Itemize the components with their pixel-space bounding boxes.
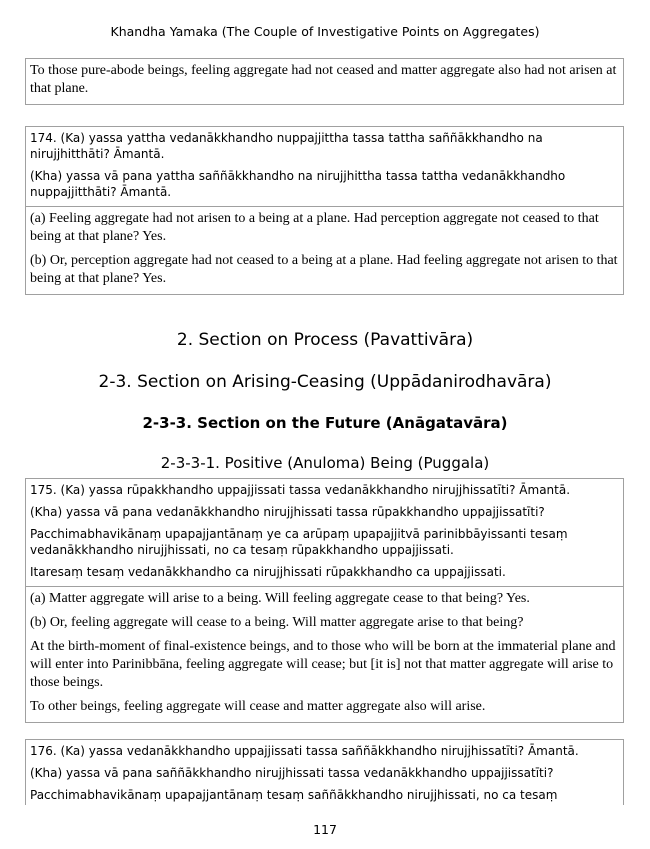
section-heading-process: 2. Section on Process (Pavattivāra) [176, 330, 474, 350]
english-paragraph: To other beings, feeling aggregate will cease and matter aggregate also will arise. [30, 699, 486, 714]
section-heading-arising-ceasing: 2-3. Section on Arising-Ceasing (Uppādanirodhavāra) [98, 372, 552, 392]
section-heading-future: 2-3-3. Section on the Future (Anāgatavāra) [142, 414, 508, 432]
text-block-174 [25, 126, 624, 295]
pali-paragraph: (Kha) yassa vā pana yattha saññākkhandho na nirujjhittha tassa tattha vedanākkhandho nuppajjitthāti? Āmantā. [30, 169, 566, 199]
pali-section [26, 127, 623, 200]
pali-paragraph: Pacchimabhavikānaṃ upapajjantānaṃ ye ca arūpaṃ upapajjitvā parinibbāyissanti tesaṃ vedanākkhandho nirujjhissati, no ca tesaṃ rūpakkhandho uppajjissati. [30, 527, 568, 557]
text-block-continuation [25, 58, 624, 105]
text-block-176 [25, 739, 624, 805]
pali-section [26, 479, 623, 580]
running-header: Khandha Yamaka (The Couple of Investigative Points on Aggregates) [110, 24, 540, 39]
pali-paragraph: 175. (Ka) yassa rūpakkhandho uppajjissati tassa vedanākkhandho nirujjhissatīti? Āmantā. [30, 483, 571, 497]
pali-paragraph: (Kha) yassa vā pana saññākkhandho nirujjhissati tassa vedanākkhandho uppajjissatīti? [30, 766, 554, 780]
english-section [26, 59, 623, 98]
english-paragraph: At the birth-moment of final-existence beings, and to those who will be born at the immaterial plane and will enter into Parinibbāna, feeling aggregate will cease; but [it is] not that matter aggregate will arise to those beings. [30, 639, 616, 690]
english-paragraph: To those pure-abode beings, feeling aggregate had not ceased and matter aggregate also had not arisen at that plane. [30, 63, 617, 96]
pali-paragraph: 174. (Ka) yassa yattha vedanākkhandho nuppajjittha tassa tattha saññākkhandho na nirujjhitthāti? Āmantā. [30, 131, 543, 161]
section-heading-positive-being: 2-3-3-1. Positive (Anuloma) Being (Puggala) [160, 454, 490, 472]
pali-paragraph: Itaresaṃ tesaṃ vedanākkhandho ca nirujjhissati rūpakkhandho ca uppajjissati. [30, 565, 506, 579]
english-paragraph: (a) Feeling aggregate had not arisen to a being at a plane. Had perception aggregate not ceased to that being at that plane? Yes. [30, 211, 599, 244]
english-section [26, 207, 623, 288]
pali-paragraph: 176. (Ka) yassa vedanākkhandho uppajjissati tassa saññākkhandho nirujjhissatīti? Āmantā. [30, 744, 579, 758]
page-number: 117 [313, 822, 337, 837]
pali-paragraph: (Kha) yassa vā pana vedanākkhandho nirujjhissati tassa rūpakkhandho uppajjissatīti? [30, 505, 545, 519]
english-paragraph: (b) Or, feeling aggregate will cease to a being. Will matter aggregate arise to that being? [30, 615, 524, 630]
pali-paragraph: Pacchimabhavikānaṃ upapajjantānaṃ tesaṃ saññākkhandho nirujjhissati, no ca tesaṃ [30, 788, 558, 802]
english-paragraph: (b) Or, perception aggregate had not ceased to a being at a plane. Had feeling aggregate not arisen to that being at that plane? Yes. [30, 253, 618, 286]
english-paragraph: (a) Matter aggregate will arise to a being. Will feeling aggregate cease to that being? Yes. [30, 591, 530, 606]
pali-section [26, 740, 623, 803]
english-section [26, 587, 623, 716]
text-block-175 [25, 478, 624, 723]
